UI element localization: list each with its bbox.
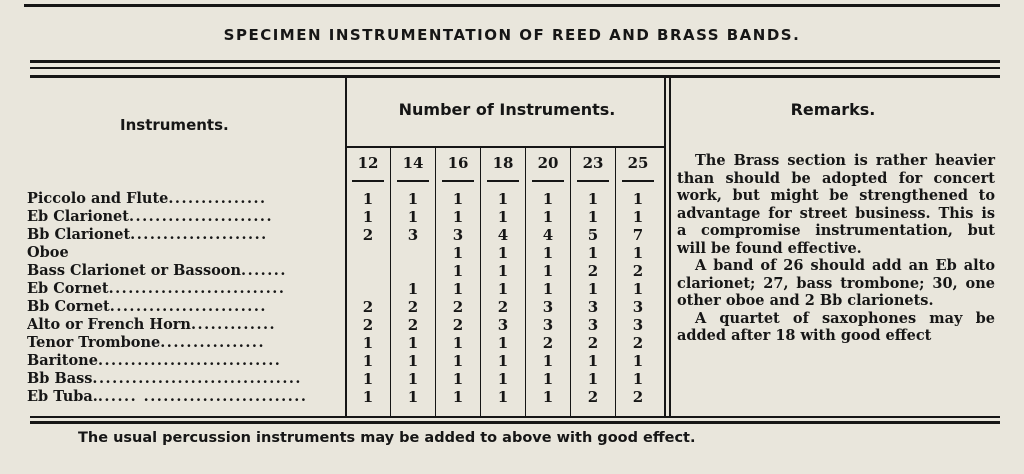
table-cell: 1 xyxy=(587,208,599,226)
table-cell: 1 xyxy=(362,334,374,352)
table-cell: 1 xyxy=(632,208,644,226)
table-cell: 1 xyxy=(632,190,644,208)
table-cell xyxy=(348,280,388,298)
table-cell: 1 xyxy=(452,388,464,406)
table-cell: 2 xyxy=(587,334,599,352)
table-cell: 1 xyxy=(452,244,464,262)
table-cell: 3 xyxy=(587,298,599,316)
table-cell: 3 xyxy=(452,226,464,244)
table-cell: 1 xyxy=(587,280,599,298)
remarks-paragraph: The Brass section is rather heavier than should be adopted for concert work, but might be strengthened to advantage for street business. This is a compromise instrumentation, but will be found effective. xyxy=(677,152,995,257)
remarks-paragraph: A band of 26 should add an Eb alto clarionet; 27, bass trombone; 30, one other oboe and 2 Bb clarionets. xyxy=(677,257,995,309)
col-head-underline xyxy=(442,180,474,182)
table-cell: 1 xyxy=(542,388,554,406)
table-cell: 1 xyxy=(497,388,509,406)
table-cell: 1 xyxy=(497,370,509,388)
table-cell: 1 xyxy=(542,370,554,388)
col-head-underline xyxy=(487,180,519,182)
column-header: 25 xyxy=(627,154,649,172)
col-divider xyxy=(525,148,526,418)
table-cell: 3 xyxy=(632,298,644,316)
table-cell: 7 xyxy=(632,226,644,244)
col-head-underline xyxy=(577,180,609,182)
table-cell: 2 xyxy=(632,388,644,406)
table-cell: 2 xyxy=(587,262,599,280)
column-header: 12 xyxy=(357,154,379,172)
row-label: Eb Cornet........................... xyxy=(27,280,286,297)
col-divider xyxy=(615,148,616,418)
table-cell: 1 xyxy=(407,352,419,370)
col-divider xyxy=(390,148,391,418)
row-label: Tenor Trombone................ xyxy=(27,334,265,351)
table-cell: 1 xyxy=(452,280,464,298)
table-cell: 3 xyxy=(587,316,599,334)
table-cell: 1 xyxy=(452,262,464,280)
table-cell: 3 xyxy=(542,316,554,334)
table-cell: 1 xyxy=(362,352,374,370)
table-cell: 2 xyxy=(632,334,644,352)
table-cell xyxy=(348,262,388,280)
bottom-rule-lower xyxy=(30,421,1000,424)
table-cell: 1 xyxy=(587,370,599,388)
table-cell: 1 xyxy=(452,370,464,388)
table-cell: 3 xyxy=(407,226,419,244)
table-cell: 3 xyxy=(542,298,554,316)
table-cell: 2 xyxy=(632,262,644,280)
table-cell: 1 xyxy=(497,244,509,262)
col-divider xyxy=(435,148,436,418)
row-label: Baritone............................ xyxy=(27,352,282,369)
header-rule-upper xyxy=(30,67,1000,69)
table-cell: 1 xyxy=(497,280,509,298)
table-cell: 1 xyxy=(497,352,509,370)
table-cell: 1 xyxy=(542,208,554,226)
table-cell: 1 xyxy=(407,190,419,208)
col-head-underline xyxy=(532,180,564,182)
col-divider xyxy=(480,148,481,418)
table-cell: 4 xyxy=(542,226,554,244)
remarks-divider-b xyxy=(669,76,671,418)
bottom-rule-upper xyxy=(30,416,1000,418)
remarks-header: Remarks. xyxy=(790,100,876,119)
table-cell: 2 xyxy=(407,298,419,316)
row-label: Piccolo and Flute............... xyxy=(27,190,267,207)
table-cell: 2 xyxy=(452,316,464,334)
table-cell: 1 xyxy=(407,388,419,406)
table-cell: 1 xyxy=(632,370,644,388)
table-cell: 1 xyxy=(407,208,419,226)
table-cell: 3 xyxy=(497,316,509,334)
row-label: Bb Clarionet..................... xyxy=(27,226,268,243)
table-cell: 1 xyxy=(407,370,419,388)
table-cell: 1 xyxy=(587,244,599,262)
table-cell: 2 xyxy=(362,298,374,316)
table-cell: 1 xyxy=(497,262,509,280)
table-cell: 1 xyxy=(542,190,554,208)
table-cell: 3 xyxy=(632,316,644,334)
table-cell: 2 xyxy=(497,298,509,316)
col-head-underline xyxy=(622,180,654,182)
table-cell: 1 xyxy=(452,208,464,226)
table-cell: 1 xyxy=(542,244,554,262)
row-label: Oboe xyxy=(27,244,69,261)
table-cell xyxy=(393,262,433,280)
instruments-divider xyxy=(345,76,347,418)
table-cell: 2 xyxy=(362,226,374,244)
table-cell: 1 xyxy=(632,352,644,370)
table-cell: 1 xyxy=(362,388,374,406)
column-header: 20 xyxy=(537,154,559,172)
table-cell: 2 xyxy=(452,298,464,316)
col-head-underline xyxy=(397,180,429,182)
number-header: Number of Instruments. xyxy=(398,100,616,119)
table-cell: 1 xyxy=(587,352,599,370)
column-header: 23 xyxy=(582,154,604,172)
remarks-text xyxy=(677,152,995,345)
table-cell: 1 xyxy=(632,244,644,262)
column-header: 18 xyxy=(492,154,514,172)
table-cell: 1 xyxy=(362,208,374,226)
row-label: Bb Cornet........................ xyxy=(27,298,267,315)
table-cell: 1 xyxy=(542,280,554,298)
row-label: Alto or French Horn............. xyxy=(27,316,277,333)
table-cell: 2 xyxy=(587,388,599,406)
table-cell: 1 xyxy=(497,190,509,208)
title-underline xyxy=(30,60,1000,63)
number-subheader-rule xyxy=(347,146,664,148)
table-cell: 1 xyxy=(587,190,599,208)
table-cell: 2 xyxy=(407,316,419,334)
table-cell: 1 xyxy=(362,190,374,208)
table-cell: 1 xyxy=(497,208,509,226)
table-cell: 1 xyxy=(542,352,554,370)
table-cell: 1 xyxy=(497,334,509,352)
table-cell: 1 xyxy=(632,280,644,298)
table-cell: 2 xyxy=(542,334,554,352)
top-rule-thick xyxy=(24,4,1000,7)
table-cell: 1 xyxy=(407,334,419,352)
column-header: 16 xyxy=(447,154,469,172)
table-cell: 1 xyxy=(407,280,419,298)
col-divider xyxy=(570,148,571,418)
header-rule-lower xyxy=(30,75,1000,78)
row-label: Eb Clarionet...................... xyxy=(27,208,274,225)
column-header: 14 xyxy=(402,154,424,172)
remarks-divider-a xyxy=(664,76,666,418)
row-label: Bass Clarionet or Bassoon....... xyxy=(27,262,287,279)
page-title: SPECIMEN INSTRUMENTATION OF REED AND BRASS BANDS. xyxy=(223,26,801,44)
table-cell: 1 xyxy=(452,190,464,208)
table-cell xyxy=(348,244,388,262)
table-cell: 5 xyxy=(587,226,599,244)
table-cell: 1 xyxy=(542,262,554,280)
remarks-paragraph: A quartet of saxophones may be added after 18 with good effect xyxy=(677,309,995,344)
col-head-underline xyxy=(352,180,384,182)
table-cell: 1 xyxy=(362,370,374,388)
table-cell: 1 xyxy=(452,352,464,370)
footer-note: The usual percussion instruments may be added to above with good effect. xyxy=(78,430,696,446)
row-label: Eb Tuba....... ......................... xyxy=(27,388,308,405)
table-cell: 4 xyxy=(497,226,509,244)
table-cell: 1 xyxy=(452,334,464,352)
table-cell: 2 xyxy=(362,316,374,334)
row-label: Bb Bass................................ xyxy=(27,370,302,387)
table-cell xyxy=(393,244,433,262)
instruments-header: Instruments. xyxy=(120,116,229,134)
